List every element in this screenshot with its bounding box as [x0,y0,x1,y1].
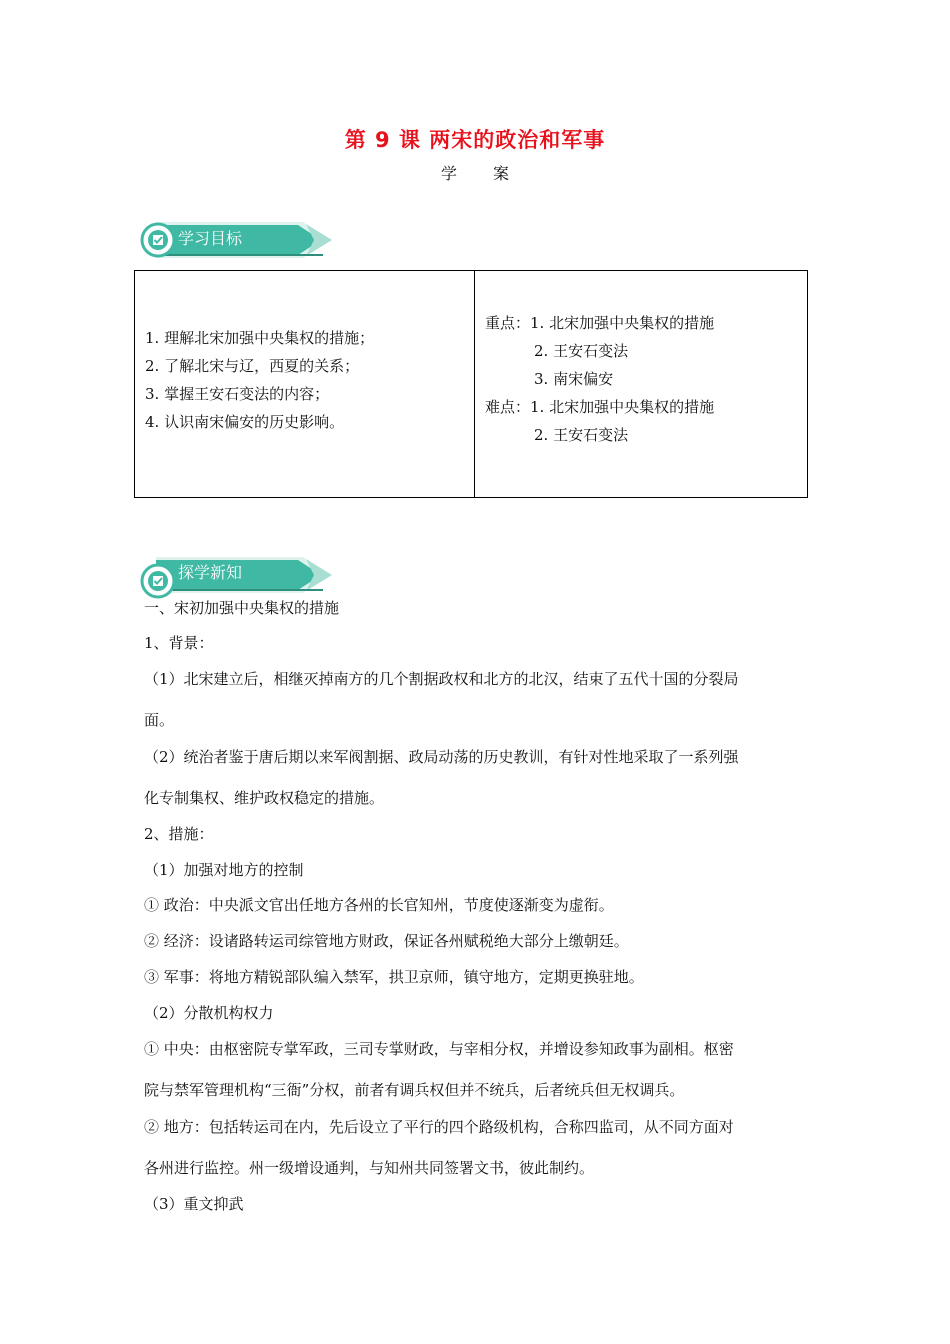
table-divider [474,271,475,497]
check-circle-icon [140,563,176,599]
content-line: ② 经济：设诸路转运司综管地方财政，保证各州赋税绝大部分上缴朝廷。 [144,932,629,950]
goals-table [134,270,808,498]
content-line: ③ 军事：将地方精锐部队编入禁军，拱卫京师，镇守地方，定期更换驻地。 [144,968,644,986]
key-point: 1. 北宋加强中央集权的措施 [530,314,715,332]
content-line: 2、措施： [144,825,214,843]
difficult-point: 2. 王安石变法 [534,426,629,444]
content-line: 面。 [144,711,175,729]
key-label: 重点： [485,314,531,332]
content-line: 1、背景： [144,634,214,652]
key-point: 2. 王安石变法 [534,342,629,360]
section-banner-goals [138,218,338,262]
content-line: ② 地方：包括转运司在内，先后设立了平行的四个路级机构，合称四监司，从不同方面对 [144,1118,734,1136]
content-line: 院与禁军管理机构“三衙”分权，前者有调兵权但并不统兵，后者统兵但无权调兵。 [144,1081,685,1099]
content-line: （1）北宋建立后，相继灭掉南方的几个割据政权和北方的北汉，结束了五代十国的分裂局 [144,670,739,688]
key-point-row [485,309,714,337]
content-line: ① 中央：由枢密院专掌军政，三司专掌财政，与宰相分权，并增设参知政事为副相。枢密 [144,1040,734,1058]
key-point: 3. 南宋偏安 [534,370,614,388]
banner-label: 探学新知 [178,563,243,582]
content-line: 化专制集权、维护政权稳定的措施。 [144,789,385,807]
content-line: （3）重文抑武 [144,1195,244,1213]
difficult-label: 难点： [485,398,531,416]
check-circle-icon [140,222,176,258]
content-line: （2）分散机构权力 [144,1004,274,1022]
content-line: ① 政治：中央派文官出任地方各州的长官知州，节度使逐渐变为虚衔。 [144,896,614,914]
goals-list [145,324,374,436]
goal-item: 1. 理解北宋加强中央集权的措施； [145,329,375,347]
difficult-point: 1. 北宋加强中央集权的措施 [530,398,715,416]
goal-item: 3. 掌握王安石变法的内容； [145,385,330,403]
banner-label: 学习目标 [178,229,243,248]
goal-item: 2. 了解北宋与辽，西夏的关系； [145,357,360,375]
section-heading: 一、宋初加强中央集权的措施 [144,599,340,617]
section-banner-explore [138,553,338,597]
difficult-point-row [485,393,714,421]
content-line: （1）加强对地方的控制 [144,861,304,879]
content-line: 各州进行监控。州一级增设通判，与知州共同签署文书，彼此制约。 [144,1159,595,1177]
goal-item: 4. 认识南宋偏安的历史影响。 [145,413,345,431]
page-title: 第 9 课 两宋的政治和军事 [344,128,606,152]
key-difficult-list [485,309,714,449]
content-line: （2）统治者鉴于唐后期以来军阀割据、政局动荡的历史教训，有针对性地采取了一系列强 [144,748,739,766]
page-subtitle: 学案 [440,164,545,183]
